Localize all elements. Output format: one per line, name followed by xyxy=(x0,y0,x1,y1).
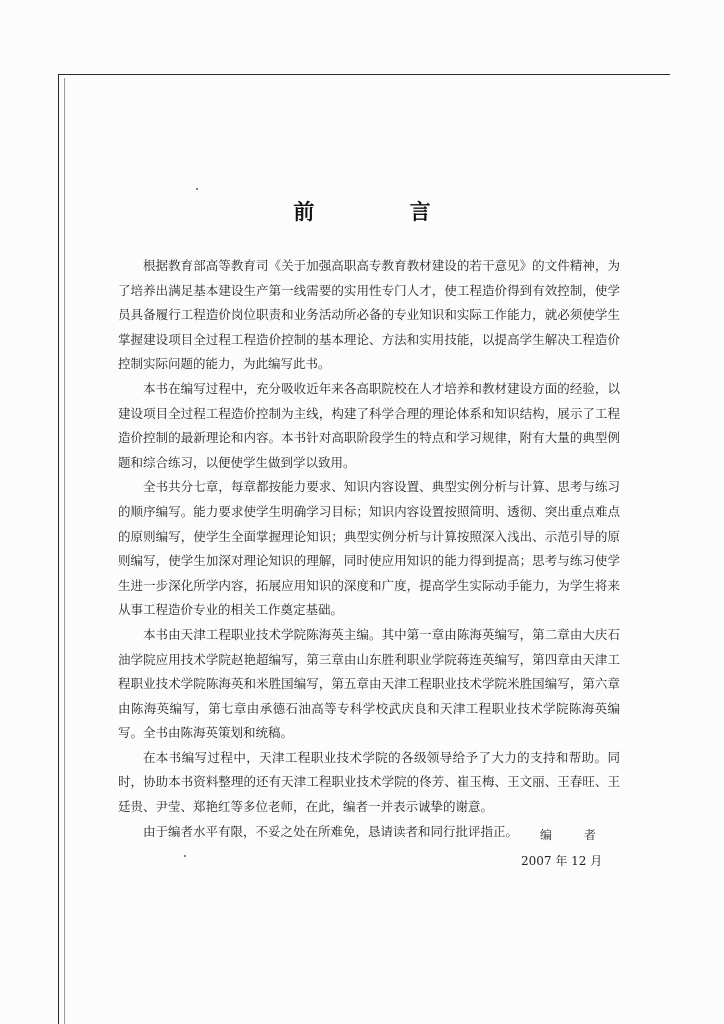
paragraph-6: 由于编者水平有限，不妥之处在所难免，恳请读者和同行批评指正。 xyxy=(143,823,519,839)
paragraph-3: 全书共分七章，每章都按能力要求、知识内容设置、典型实例分析与计算、思考与练习的顺序编写。能力要求使学生明确学习目标；知识内容设置按照简明、透彻、突出重点难点的原则编写，使学生全面掌握理论知识；典型实例分析与计算按照深入浅出、示范引导的原则编写，使学生加深对理论知识的理解，同时使应用知识的能力得到提高；思考与练习使学生进一步深化所学内容，拓展应用知识的深度和广度，提高学生实际动手能力，为学生将来从事工程造价专业的相关工作奠定基础。 xyxy=(118,479,620,618)
signature-date: 2007 年 12 月 xyxy=(521,854,603,868)
paragraph-1: 根据教育部高等教育司《关于加强高职高专教育教材建设的若干意见》的文件精神，为了培养出满足基本建设生产第一线需要的实用性专门人才，使工程造价得到有效控制，使学员具备履行工程造价岗位职责和业务活动所必备的专业知识和实际工作能力，就必须使学生掌握建设项目全过程工程造价控制的基本理论、方法和实用技能，以提高学生解决工程造价控制实际问题的能力，为此编写此书。 xyxy=(118,258,620,372)
signature-author: 编 者 xyxy=(540,828,610,842)
preface-body xyxy=(118,254,620,844)
scan-speck xyxy=(196,188,198,190)
signature-block xyxy=(0,826,724,886)
paragraph-2: 本书在编写过程中，充分吸收近年来各高职院校在人才培养和教材建设方面的经验，以建设项目全过程工程造价控制为主线，构建了科学合理的理论体系和知识结构，展示了工程造价控制的最新理论和内容。本书针对高职阶段学生的特点和学习规律，附有大量的典型例题和综合练习，以便使学生做到学以致用。 xyxy=(118,380,620,470)
page-title: 前 言 xyxy=(293,199,475,224)
scan-border-top xyxy=(58,74,670,75)
paragraph-4: 本书由天津工程职业技术学院陈海英主编。其中第一章由陈海英编写，第二章由大庆石油学院应用技术学院赵艳超编写，第三章由山东胜利职业学院蒋连英编写，第四章由天津工程职业技术学院陈海英和米胜国编写，第五章由天津工程职业技术学院米胜国编写，第六章由陈海英编写，第七章由承德石油高等专科学校武庆良和天津工程职业技术学院陈海英编写。全书由陈海英策划和统稿。 xyxy=(118,626,620,741)
scan-speck xyxy=(184,855,186,857)
paragraph-5: 在本书编写过程中，天津工程职业技术学院的各级领导给予了大力的支持和帮助。同时，协助本书资料整理的还有天津工程职业技术学院的佟芳、崔玉梅、王文丽、王春旺、王廷贵、尹莹、郑艳红等多位老师，在此，编者一并表示诚挚的谢意。 xyxy=(118,749,620,815)
